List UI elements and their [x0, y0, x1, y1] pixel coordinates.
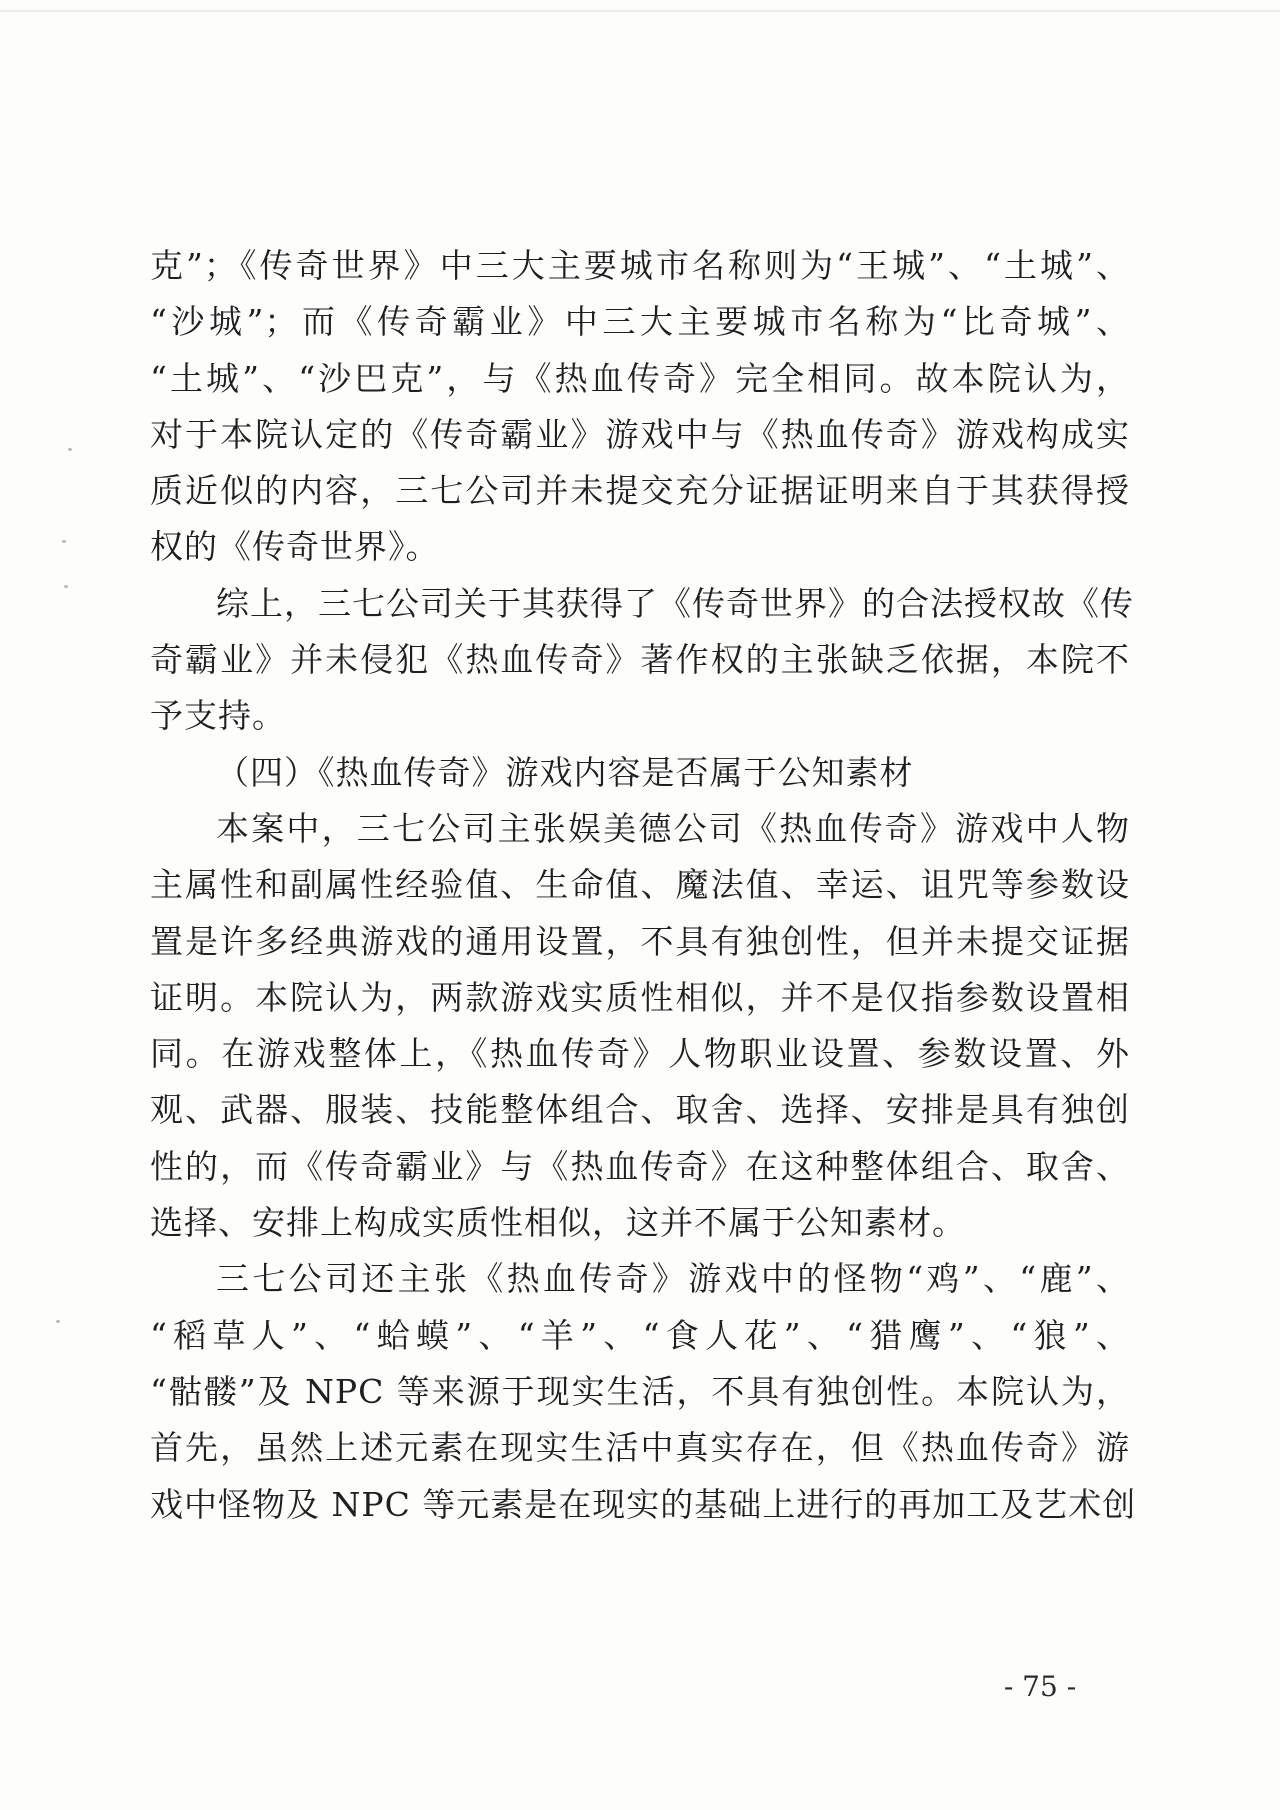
text-line: 戏中怪物及 NPC 等元素是在现实的基础上进行的再加工及艺术创 — [150, 1484, 1137, 1524]
text-line: “沙城”；而《传奇霸业》中三大主要城市名称为“比奇城”、 — [150, 302, 1130, 342]
text-line: “骷髅”及 NPC 等来源于现实生活，不具有独创性。本院认为， — [150, 1371, 1130, 1411]
page-top-edge — [0, 10, 1280, 12]
page-number: - 75 - — [1003, 1670, 1077, 1703]
text-line: 首先，虽然上述元素在现实生活中真实存在，但《热血传奇》游 — [150, 1428, 1130, 1468]
scan-speck — [68, 448, 72, 451]
scan-speck — [62, 540, 66, 543]
body-text — [150, 238, 1137, 1533]
text-line: 克”；《传奇世界》中三大主要城市名称则为“王城”、“土城”、 — [150, 246, 1130, 285]
text-line: 观、武器、服装、技能整体组合、取舍、选择、安排是具有独创 — [150, 1090, 1130, 1130]
scan-speck — [56, 1320, 60, 1323]
section-heading: （四）《热血传奇》游戏内容是否属于公知素材 — [216, 752, 914, 792]
scan-speck — [64, 585, 68, 588]
text-line: 置是许多经典游戏的通用设置，不具有独创性，但并未提交证据 — [150, 921, 1130, 961]
text-line: 奇霸业》并未侵犯《热血传奇》著作权的主张缺乏依据，本院不 — [150, 640, 1130, 680]
text-line: 主属性和副属性经验值、生命值、魔法值、幸运、诅咒等参数设 — [150, 865, 1130, 905]
paragraph-start: 三七公司还主张《热血传奇》游戏中的怪物“鸡”、“鹿”、 — [216, 1259, 1130, 1299]
text-line: 对于本院认定的《传奇霸业》游戏中与《热血传奇》游戏构成实 — [150, 414, 1130, 454]
text-line: 选择、安排上构成实质性相似，这并不属于公知素材。 — [150, 1203, 966, 1243]
text-line: 同。在游戏整体上，《热血传奇》人物职业设置、参数设置、外 — [150, 1034, 1130, 1074]
text-line: 性的，而《传奇霸业》与《热血传奇》在这种整体组合、取舍、 — [150, 1146, 1130, 1186]
paragraph-start: 本案中，三七公司主张娱美德公司《热血传奇》游戏中人物 — [216, 808, 1130, 848]
text-line: 证明。本院认为，两款游戏实质性相似，并不是仅指参数设置相 — [150, 977, 1130, 1017]
text-line: “稻草人”、“蛤蟆”、“羊”、“食人花”、“猎鹰”、“狼”、 — [150, 1315, 1130, 1355]
text-line: 质近似的内容，三七公司并未提交充分证据证明来自于其获得授 — [150, 471, 1130, 511]
paragraph-start: 综上，三七公司关于其获得了《传奇世界》的合法授权故《传 — [216, 583, 1134, 623]
text-line: 予支持。 — [150, 696, 286, 736]
text-line: “土城”、“沙巴克”，与《热血传奇》完全相同。故本院认为， — [150, 358, 1130, 398]
text-line: 权的《传奇世界》。 — [150, 527, 440, 567]
